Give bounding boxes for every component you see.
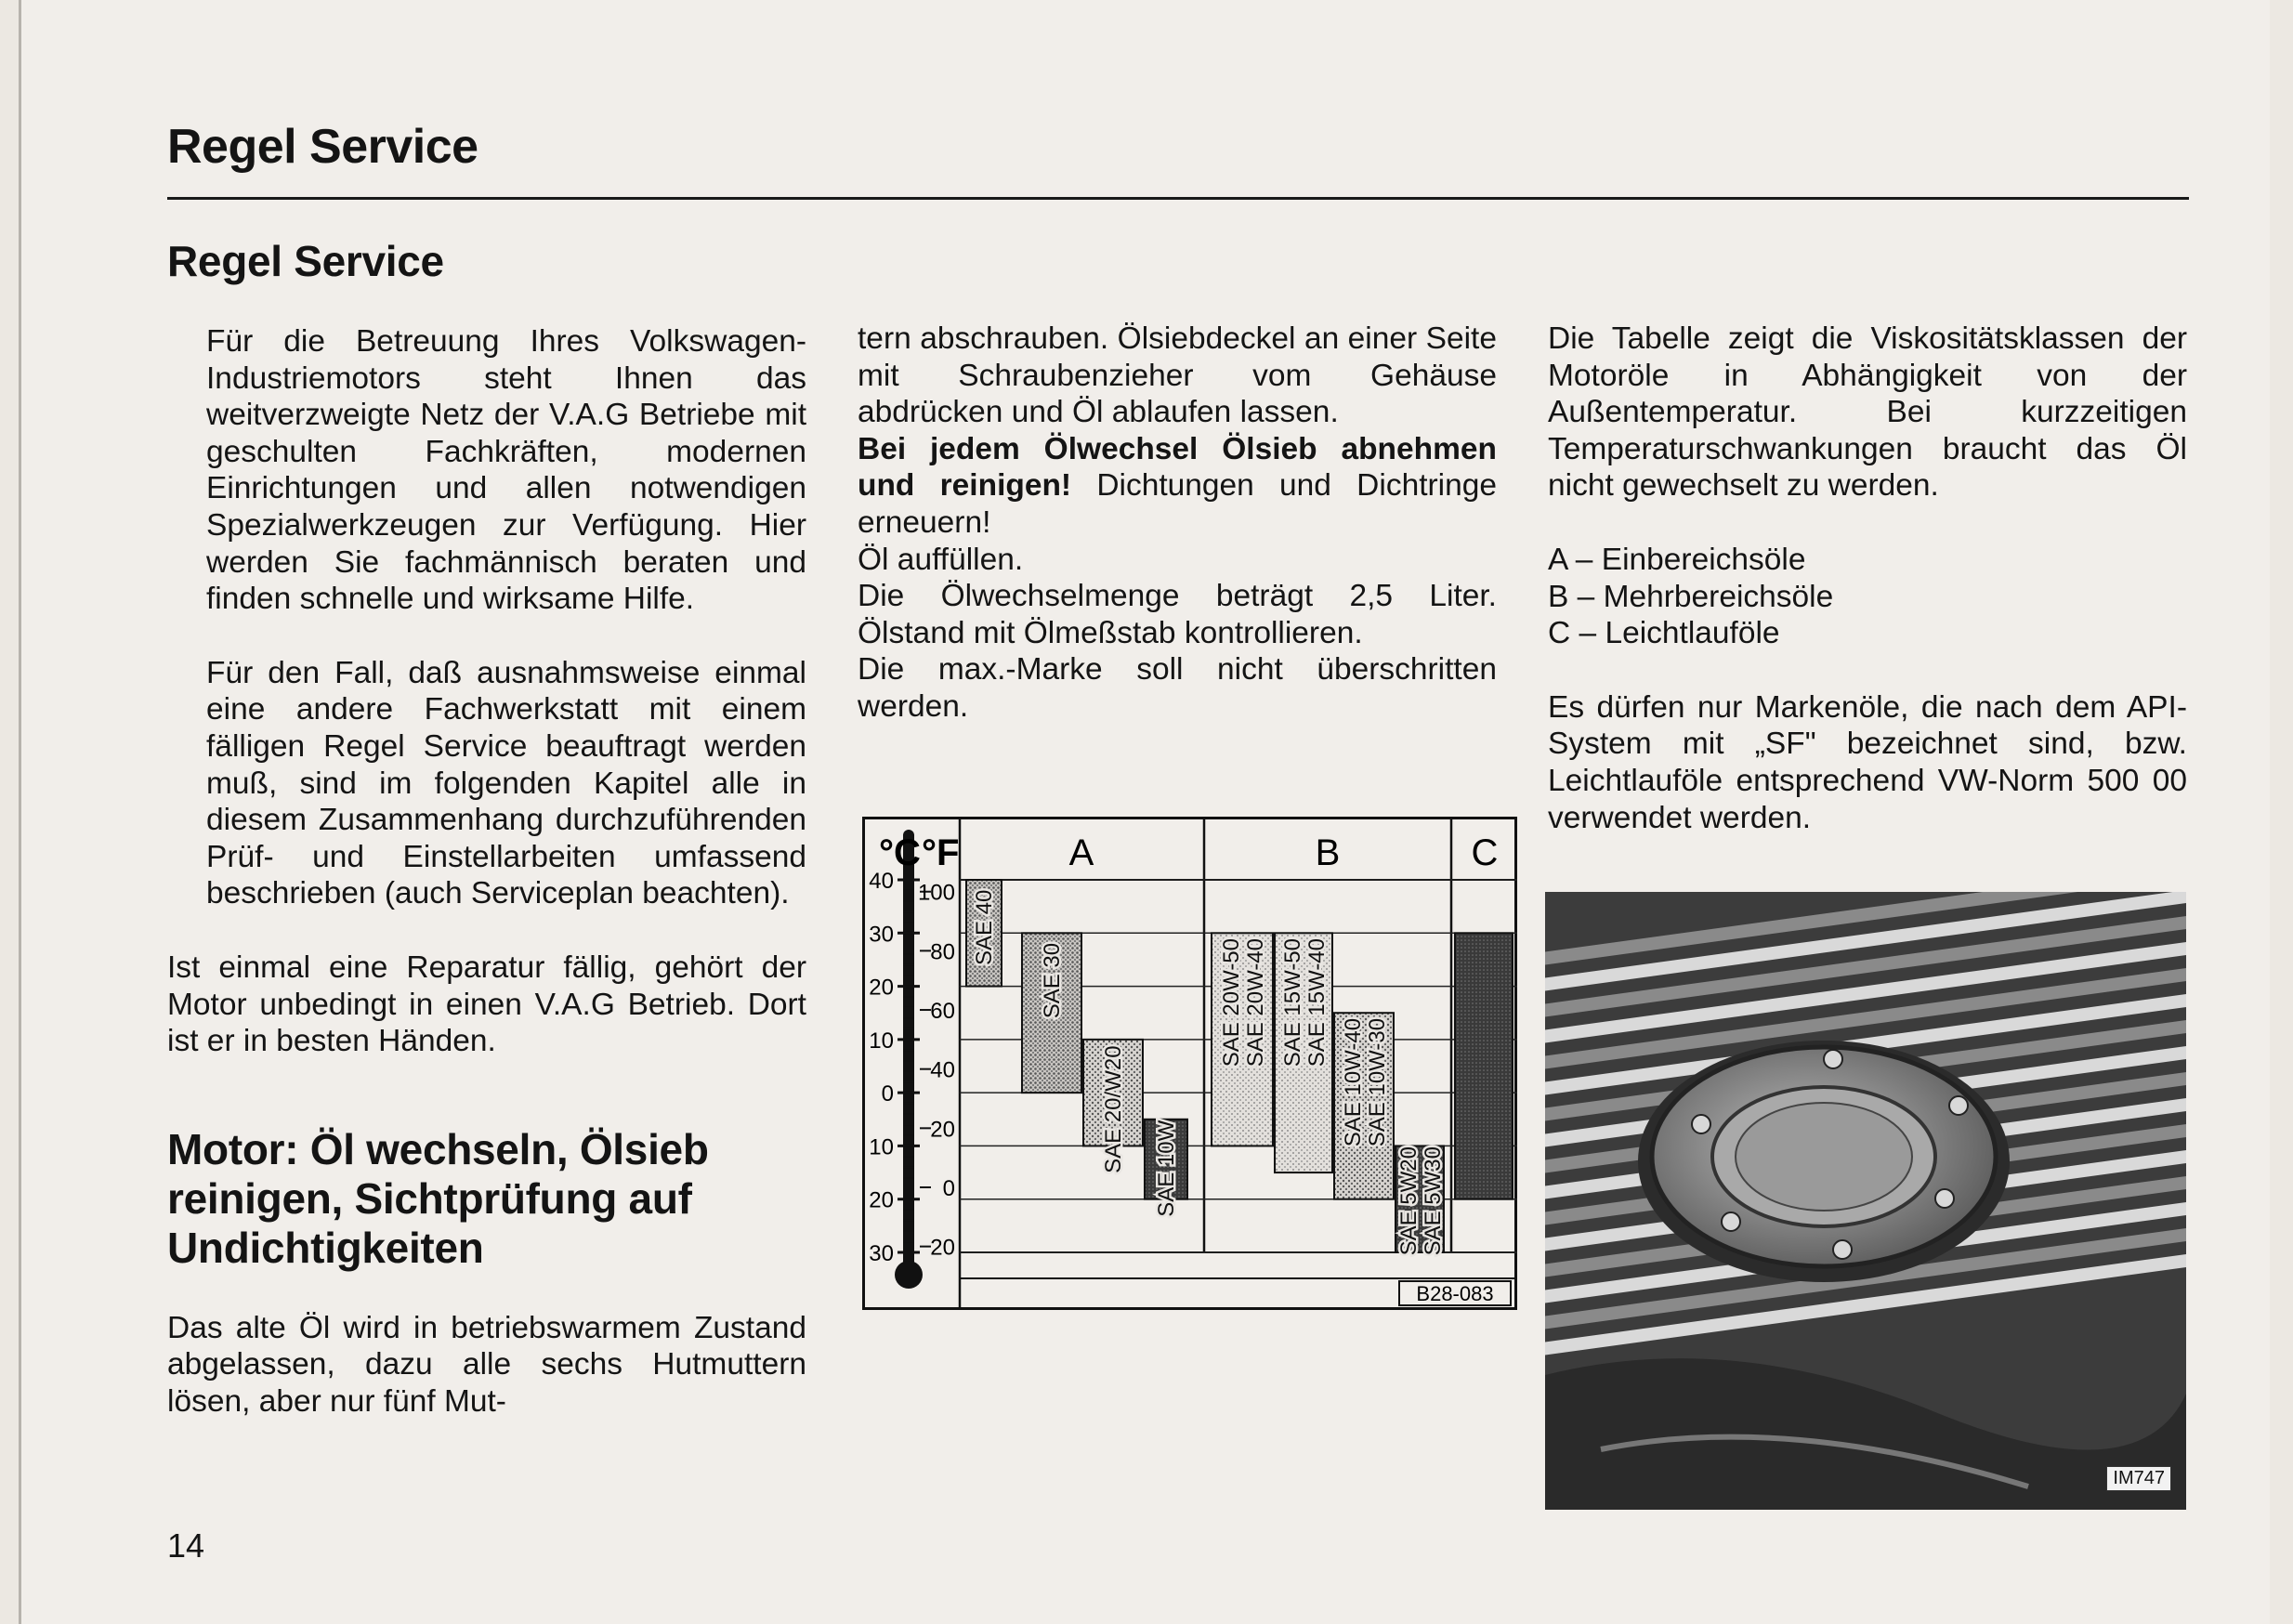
column-2 xyxy=(858,321,1497,726)
bar-label: SAE 20W-40 xyxy=(1243,937,1268,1067)
bar-label: SAE 10W-30 xyxy=(1365,1017,1390,1147)
list-item-c: C – Leichtlauföle xyxy=(1548,616,1780,651)
celsius-tick-label: 30 xyxy=(869,1241,894,1266)
celsius-tick-label: 40 xyxy=(869,869,894,894)
fahrenheit-tick-label: 80 xyxy=(930,939,955,965)
group-label-a: A xyxy=(1068,832,1094,873)
celsius-unit-label: °C xyxy=(879,832,921,873)
celsius-tick-label: 10 xyxy=(869,1028,894,1054)
fahrenheit-tick-label: 0 xyxy=(942,1175,955,1201)
engine-oil-sieve-photo xyxy=(1545,892,2186,1510)
page-number: 14 xyxy=(167,1526,205,1565)
celsius-tick-label: 0 xyxy=(881,1081,894,1107)
list-item-a: A – Einbereichsöle xyxy=(1548,542,1806,577)
bar-label: SAE 30 xyxy=(1040,942,1065,1019)
header-rule xyxy=(167,197,2189,200)
column-3 xyxy=(1548,321,2187,836)
paragraph-oil-quantity: Die Ölwechselmenge beträgt 2,5 Liter. Ölstand mit Ölmeßstab kontrollieren. xyxy=(858,579,1497,650)
viscosity-chart xyxy=(862,817,1517,1310)
paragraph-brand-oils: Es dürfen nur Markenöle, die nach dem API-System mit „SF" bezeichnet sind, bzw. Leichtlauföle entsprechend VW-Norm 500 00 verwendet werden. xyxy=(1548,689,2187,835)
bar-label: SAE 20W-50 xyxy=(1219,937,1244,1067)
chart-code-label: B28-083 xyxy=(1416,1282,1494,1305)
group-label-c: C xyxy=(1471,832,1499,873)
paragraph-other-workshop: Für den Fall, daß ausnahmsweise einmal eine andere Fachwerkstatt mit einem fälligen Regel Service beauftragt werden muß, sind im folgenden Kapitel alle in diesem Zusammenhang durchzuführenden Prüf- und Einstellarbeiten umfassend beschrieben (auch Serviceplan beachten). xyxy=(206,655,806,911)
celsius-tick-label: 20 xyxy=(869,1187,894,1213)
bold-instruction: Bei jedem Ölwechsel Ölsieb abnehmen und reinigen! xyxy=(858,431,1497,504)
bar-label: SAE 15W-40 xyxy=(1304,937,1330,1067)
viscosity-bar xyxy=(1455,933,1513,1198)
bar-label: SAE 20/W20 xyxy=(1101,1045,1126,1173)
page-header-title: Regel Service xyxy=(167,120,478,174)
fahrenheit-tick-label: 40 xyxy=(930,1057,955,1083)
engine-photo-illustration xyxy=(1545,892,2186,1510)
fahrenheit-tick-label: 20 xyxy=(930,1235,955,1261)
photo-code-label: IM747 xyxy=(2106,1466,2171,1491)
paragraph-clean-sieve xyxy=(858,431,1497,542)
paragraph-refill: Öl auffüllen. xyxy=(858,542,1024,577)
paragraph-service-network: Für die Betreuung Ihres Volkswagen-Industriemotors steht Ihnen das weitverzweigte Netz der V.A.G Betriebe mit geschulten Fachkräften, modernen Einrichtungen und allen notwendigen Spezialwerkzeugen zur Verfügung. Hier werden Sie fachmännisch beraten und finden schnelle und wirksame Hilfe. xyxy=(206,324,806,617)
paragraph-viscosity-table: Die Tabelle zeigt die Viskositätsklassen der Motoröle in Abhängigkeit von der Außentemperatur. Bei kurzzeitigen Temperaturschwankungen braucht das Öl nicht gewechselt zu werden. xyxy=(1548,321,2187,504)
group-label-b: B xyxy=(1315,832,1341,873)
fahrenheit-tick-label: 20 xyxy=(930,1117,955,1143)
section-heading: Regel Service xyxy=(167,237,444,285)
celsius-tick-label: 30 xyxy=(869,922,894,948)
manual-page xyxy=(19,0,2270,1624)
celsius-tick-label: 10 xyxy=(869,1134,894,1160)
list-item-b: B – Mehrbereichsöle xyxy=(1548,579,1834,614)
fahrenheit-tick-label: 100 xyxy=(917,880,955,906)
paragraph-repair: Ist einmal eine Reparatur fällig, gehört der Motor unbedingt in einen V.A.G Betrieb. Dort ist er in besten Händen. xyxy=(167,950,806,1059)
fahrenheit-tick-label: 60 xyxy=(930,999,955,1025)
bar-label: SAE 10W-40 xyxy=(1341,1017,1366,1147)
bar-label: SAE 10W xyxy=(1154,1120,1179,1217)
bar-label: SAE 5W30 xyxy=(1421,1146,1446,1256)
celsius-tick-label: 20 xyxy=(869,975,894,1001)
paragraph-drain-oil: Das alte Öl wird in betriebswarmem Zustand abgelassen, dazu alle sechs Hutmuttern lösen, aber nur fünf Mut- xyxy=(167,1310,806,1419)
paragraph-seals: Dichtungen und Dichtringe erneuern! xyxy=(858,468,1497,540)
column-1 xyxy=(167,237,806,1420)
paragraph-max-mark: Die max.-Marke soll nicht überschritten werden. xyxy=(858,652,1497,724)
thermometer-bulb xyxy=(895,1261,923,1289)
bar-label: SAE 40 xyxy=(972,889,997,965)
bar-label: SAE 15W-50 xyxy=(1280,937,1305,1067)
section-heading-oil-change: Motor: Öl wechseln, Ölsieb reinigen, Sichtprüfung auf Undichtigkeiten xyxy=(167,1124,709,1272)
viscosity-chart-svg xyxy=(862,817,1517,1310)
paragraph-remove-cover: tern abschrauben. Ölsiebdeckel an einer Seite mit Schraubenzieher vom Gehäuse abdrücken und Öl ablaufen lassen. xyxy=(858,321,1497,430)
fahrenheit-unit-label: °F xyxy=(922,832,960,873)
bar-label: SAE 5W20 xyxy=(1396,1146,1422,1256)
